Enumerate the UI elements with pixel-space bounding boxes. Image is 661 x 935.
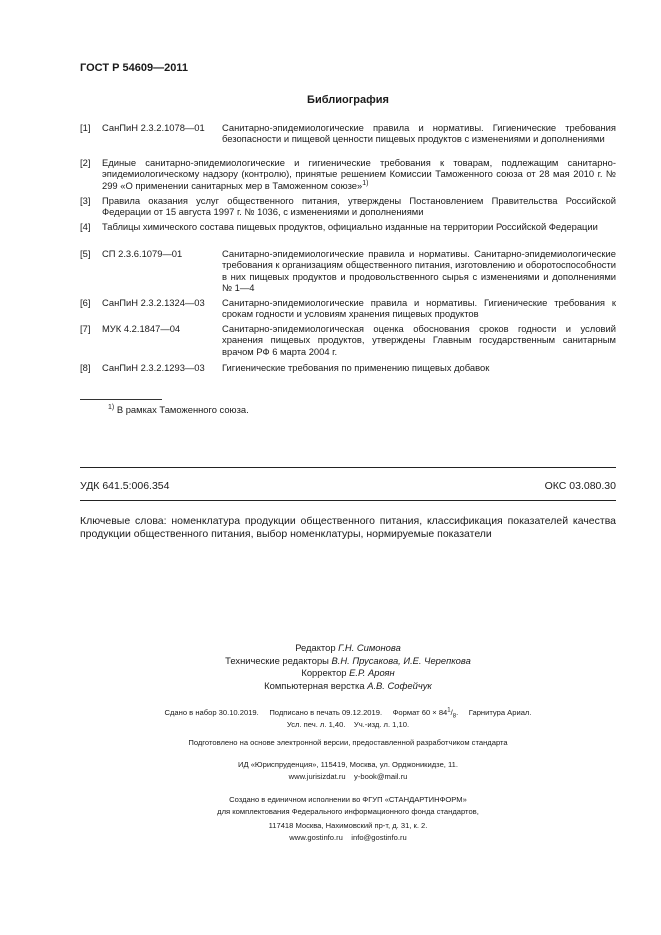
bibliography-item [80,297,616,321]
item-text: Таблицы химического состава пищевых продуктов, официально изданные на территории Российской Федерации [102,221,598,232]
keywords: Ключевые слова: номенклатура продукции общественного питания, классификация показателей качества продукции общественного питания, выбор номенклатуры, нормируемые показатели [80,515,616,540]
credit-corrector [80,667,616,680]
imprint-sign-date: Подписано в печать 09.12.2019. [269,708,383,717]
bibliography-item [80,157,616,193]
footnote-ref: 1) [362,179,369,187]
item-code: СанПиН 2.3.2.1293—03 [102,362,205,373]
item-number: [8] [80,362,91,373]
item-text: Санитарно-эпидемиологические правила и нормативы. Гигиенические требования к срокам годности и условиям хранения пищевых продуктов [222,297,616,320]
publisher-address: ИД «Юриспруденция», 115419, Москва, ул. Орджоникидзе, 11. [237,760,459,769]
bottom-divider [80,500,616,501]
publisher-contacts: www.jurisizdat.ru y-book@mail.ru [288,772,408,781]
item-text-body: Единые санитарно-эпидемиологические и гигиенические требования к товарам, подлежащим санитарно-эпидемиологическому надзору (контролю), принятые решением Комиссии Таможенного союза от 28 мая 2010 г. № 299 «О применении санитарных мер в Таможенном союзе» [102,157,616,191]
bibliography-item [80,323,616,359]
item-code: СП 2.3.6.1079—01 [102,248,183,259]
footnote [108,404,249,415]
credit-label: Корректор [301,667,347,679]
credit-editor [80,642,616,655]
footnote-text: В рамках Таможенного союза. [116,404,249,415]
item-number: [3] [80,195,91,206]
item-text: Правила оказания услуг общественного питания, утверждены Постановлением Правительства Российской Федерации от 15 августа 1997 г. № 1036, с изменениями и дополнениями [102,195,616,218]
item-text: Санитарно-эпидемиологическая оценка обоснования сроков годности и условий хранения пищевых продуктов, утверждены Главным государственным санитарным врачом РФ 6 марта 2004 г. [222,323,616,357]
item-code: СанПиН 2.3.2.1324—03 [102,297,205,308]
maker-contacts: www.gostinfo.ru info@gostinfo.ru [289,833,407,842]
credit-label: Компьютерная верстка [264,679,365,691]
imprint-source: Подготовлено на основе электронной версии, предоставленной разработчиком стандарта [188,738,508,747]
bibliography-item [80,195,616,219]
top-divider [80,467,616,468]
imprint-typeset-date: Сдано в набор 30.10.2019. [164,708,259,717]
maker-line: для комплектования Федерального информационного фонда стандартов, [217,807,479,816]
credit-label: Редактор [295,642,336,653]
credits-block [80,642,616,692]
credit-tech-editors [80,655,616,668]
maker-line: Создано в единичном исполнении во ФГУП «СТАНДАРТИНФОРМ» [229,795,467,804]
item-number: [5] [80,248,91,259]
bibliography-item [80,122,616,158]
bibliography-item [80,248,616,296]
item-code: СанПиН 2.3.2.1078—01 [102,122,205,133]
credit-person: В.Н. Прусакова, И.Е. Черепкова [331,654,471,666]
credit-person: Е.Р. Ароян [349,667,395,679]
footnote-mark: 1) [108,403,115,411]
credit-layout [80,680,616,693]
oks-code: ОКС 03.080.30 [544,480,616,492]
item-code: МУК 4.2.1847—04 [102,323,181,334]
imprint-format-sub: 8 [452,713,457,720]
imprint-typeface: Гарнитура Ариал. [468,708,532,717]
credit-person: Г.Н. Симонова [338,642,401,653]
item-text: Санитарно-эпидемиологические правила и нормативы. Гигиенические требования безопасности и пищевой ценности пищевых продуктов с изменениями и дополнениями [222,122,616,145]
imprint-format-sup: 1 [447,707,451,714]
credit-person: А.В. Софейчук [367,679,432,691]
credit-label: Технические редакторы [225,654,329,666]
item-text [102,157,616,191]
imprint-format-base: Формат 60 × 84 [392,708,448,717]
document-code: ГОСТ Р 54609—2011 [80,62,188,74]
imprint-sheets: Усл. печ. л. 1,40. Уч.-изд. л. 1,10. [286,720,410,729]
maker-address: 117418 Москва, Нахимовский пр-т, д. 31, к. 2. [268,821,428,830]
item-number: [4] [80,221,91,232]
item-number: [2] [80,157,91,168]
udk-code: УДК 641.5:006.354 [80,480,170,492]
item-number: [1] [80,122,91,133]
bibliography-title: Библиография [307,94,389,106]
item-text: Гигиенические требования по применению пищевых добавок [222,362,490,373]
bibliography-item [80,221,616,245]
item-text: Санитарно-эпидемиологические правила и нормативы. Санитарно-эпидемиологические требования к организациям общественного питания, изготовлению и оборотоспособности в них пищевых продуктов и продовольственного сырья с изменениями и дополнениями № 1—4 [222,248,616,294]
imprint-format: Формат $60 \times 84^1/_8$. [392,707,459,720]
item-number: [7] [80,323,91,334]
imprint-print-data [80,708,616,718]
bibliography-item [80,362,616,374]
item-number: [6] [80,297,91,308]
footnote-divider [80,399,162,400]
